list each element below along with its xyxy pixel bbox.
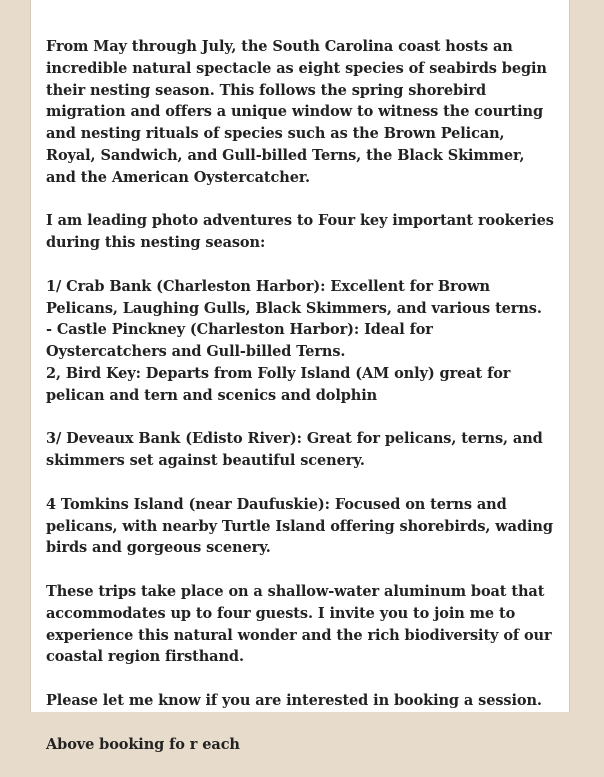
rookery-2-paragraph: 2, Bird Key: Departs from Folly Island (AM only) great for pelican and tern and scenics and dolphin <box>46 364 511 404</box>
rookery-4-paragraph: 4 Tomkins Island (near Daufuskie): Focused on terns and pelicans, with nearby Turtle Island offering shorebirds, wading birds and gorgeous scenery. <box>46 495 553 557</box>
article-body <box>46 36 558 777</box>
leading-paragraph: I am leading photo adventures to Four key important rookeries during this nesting season: <box>46 212 554 252</box>
rookery-3-paragraph: 3/ Deveaux Bank (Edisto River): Great for pelicans, terns, and skimmers set against beautiful scenery. <box>46 430 543 470</box>
boat-paragraph: These trips take place on a shallow-water aluminum boat that accommodates up to four guests. I invite you to join me to experience this natural wonder and the rich biodiversity of our coastal region firsthand. <box>46 582 552 666</box>
rookery-1-paragraph: 1/ Crab Bank (Charleston Harbor): Excellent for Brown Pelicans, Laughing Gulls, Black Skimmers, and various terns. <box>46 277 542 317</box>
closing-paragraph: Above booking fo r each <box>46 735 240 753</box>
intro-paragraph: From May through July, the South Carolina coast hosts an incredible natural spectacle as eight species of seabirds begin their nesting season. This follows the spring shorebird migration and offers a unique window to witness the courting and nesting rituals of species such as the Brown Pelican, Royal, Sandwich, and Gull-billed Terns, the Black Skimmer, and the American Oystercatcher. <box>46 38 547 186</box>
cta-paragraph: Please let me know if you are interested in booking a session. <box>46 691 542 709</box>
article-page <box>30 0 570 753</box>
rookery-1b-paragraph: - Castle Pinckney (Charleston Harbor): Ideal for Oystercatchers and Gull-billed Terns. <box>46 321 433 361</box>
